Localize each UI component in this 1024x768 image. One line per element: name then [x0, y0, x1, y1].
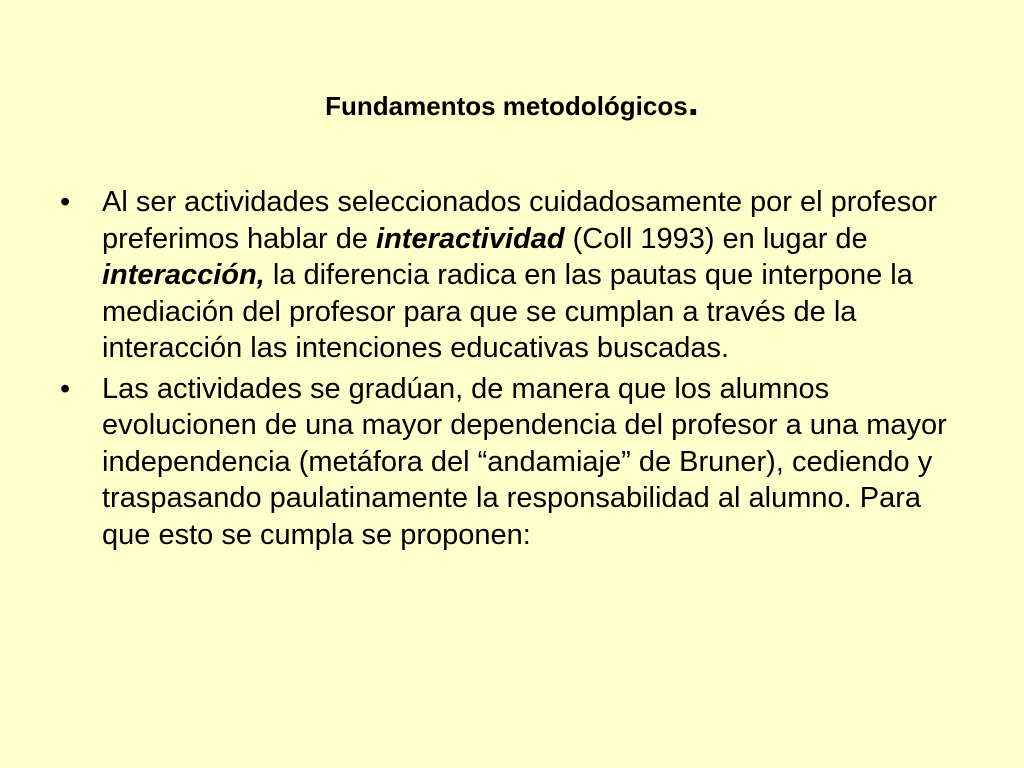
emphasis-interactividad: interactividad: [376, 222, 565, 255]
bullet-dot-icon: •: [60, 186, 71, 218]
bullet-dot-icon: •: [60, 372, 71, 405]
bullet-text: [102, 186, 937, 364]
slide-title-period: .: [687, 80, 699, 124]
emphasis-interaccion: interacción,: [102, 259, 265, 291]
bullet-item-actividades: [60, 371, 960, 554]
bullet-text-part: Al ser actividades seleccionados cuidadosamente por el profesor preferimos hablar de: [102, 186, 938, 255]
bullet-text-part: la diferencia radica en las pautas que interpone la mediación del profesor para que se cumplan a través de la interacción las intenciones educativas buscadas.: [102, 259, 913, 364]
bullet-text: Las actividades se gradúan, de manera que los alumnos evolucionen de una mayor dependencia del profesor a una mayor independencia (metáfora del “andamiaje” de Bruner), cediendo y traspasando paulatinamente la responsabilidad al alumno. Para que esto se cumpla se proponen:: [102, 372, 947, 551]
bullet-list: [60, 184, 960, 557]
slide-title: [0, 82, 1024, 126]
slide-title-text: Fundamentos metodológicos: [325, 91, 688, 121]
bullet-text-part: (Coll 1993) en lugar de: [564, 222, 868, 255]
bullet-item-interactividad: [60, 184, 960, 367]
